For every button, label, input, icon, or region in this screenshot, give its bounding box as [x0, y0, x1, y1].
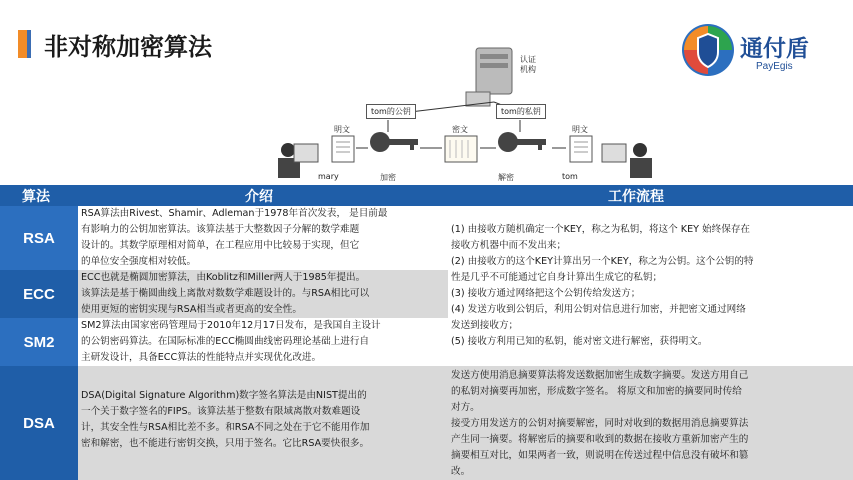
- sender-label: mary: [318, 172, 339, 181]
- plaintext-label: 明文: [334, 125, 350, 134]
- public-key-icon: [370, 132, 390, 152]
- person-mary-icon: [281, 143, 295, 157]
- person-tom-icon: [633, 143, 647, 157]
- logo-name: 通付盾: [740, 36, 809, 62]
- ciphertext-label: 密文: [452, 125, 468, 134]
- ca-label: 认证: [520, 55, 536, 64]
- intro-ecc: ECC也就是椭圆加密算法，由Koblitz和Miller两人于1985年提出。 该算法是基于椭圆曲线上离散对数数学难题设计的。与RSA相比可以 使用更短的密钥实现与RSA相当或者更高的安全性。: [78, 270, 448, 318]
- header-intro: 介绍: [245, 189, 273, 205]
- decrypt-label: 解密: [498, 173, 514, 182]
- document-icon: [570, 136, 592, 162]
- intro-dsa: DSA(Digital Signature Algorithm)数字签名算法是由NIST提出的 一个关于数字签名的FIPS。该算法基于整数有限域离散对数难题设 计，其安全性与RSA相比差不多。和RSA不同之处在于它不能用作加 密和解密，也不能进行密钥交换，只用于签名。它比RSA要快很多。: [78, 366, 448, 480]
- header-workflow: 工作流程: [608, 189, 664, 205]
- workflow-encryption: (1) 由接收方随机确定一个KEY，称之为私钥，将这个 KEY 始终保存在 接收方机器中而不发出来； (2) 由接收方的这个KEY计算出另一个KEY，称之为公钥。这个公钥的特 性是几乎不可能通过它自身计算出生成它的私钥； (3) 接收方通过网络把这个公钥传给发送方； (4) 发送方收到公钥后，利用公钥对信息进行加密，并把密文通过网络 发送到接收方； (5) 接收方利用已知的私钥，能对密文进行解密，获得明文。: [448, 206, 853, 366]
- diagram-graphics: [270, 40, 665, 185]
- row-label-sm2: SM2: [0, 318, 78, 366]
- algorithm-table: [0, 185, 853, 480]
- document-icon: [332, 136, 354, 162]
- private-key-icon: [498, 132, 518, 152]
- private-key-label: tom的私钥: [496, 104, 546, 119]
- row-label-ecc: ECC: [0, 270, 78, 318]
- row-label-rsa: RSA: [0, 206, 78, 270]
- encrypt-label: 加密: [380, 173, 396, 182]
- title-accent-bar-blue: [27, 30, 31, 58]
- public-key-label: tom的公钥: [366, 104, 416, 119]
- logo-subtitle: PayEgis: [756, 61, 793, 72]
- table-header: [0, 185, 853, 206]
- encryption-diagram: [270, 40, 665, 185]
- intro-sm2: SM2算法由国家密码管理局于2010年12月17日发布，是我国自主设计 的公钥密码算法。在国际标准的ECC椭圆曲线密码理论基础上进行自 主研发设计，具备ECC算法的性能特点并实现优化改进。: [78, 318, 448, 366]
- plaintext-label: 明文: [572, 125, 588, 134]
- header-algorithm: 算法: [22, 189, 50, 205]
- workflow-signature: 发送方使用消息摘要算法将发送数据加密生成数字摘要。发送方用自己 的私钥对摘要再加密，形成数字签名。 将原文和加密的摘要同时传给 对方。 接受方用发送方的公钥对摘要解密，同时对收到的数据用消息摘要算法 产生同一摘要。将解密后的摘要和收到的数据在接收方重新加密产生的 摘要相互对比，如果两者一致，则说明在传送过程中信息没有破坏和篡 改。: [448, 366, 853, 480]
- ca-label: 机构: [520, 65, 536, 74]
- page-title: 非对称加密算法: [44, 33, 212, 61]
- receiver-label: tom: [562, 172, 578, 181]
- title-accent-bar: [18, 30, 27, 58]
- row-label-dsa: DSA: [0, 366, 78, 480]
- intro-rsa: RSA算法由Rivest、Shamir、Adleman于1978年首次发表， 是目前最 有影响力的公钥加密算法。该算法基于大整数因子分解的数学难题 设计的。其数学原理相对简单，在工程应用中比较易于实现，但它 的单位安全强度相对较低。: [78, 206, 448, 270]
